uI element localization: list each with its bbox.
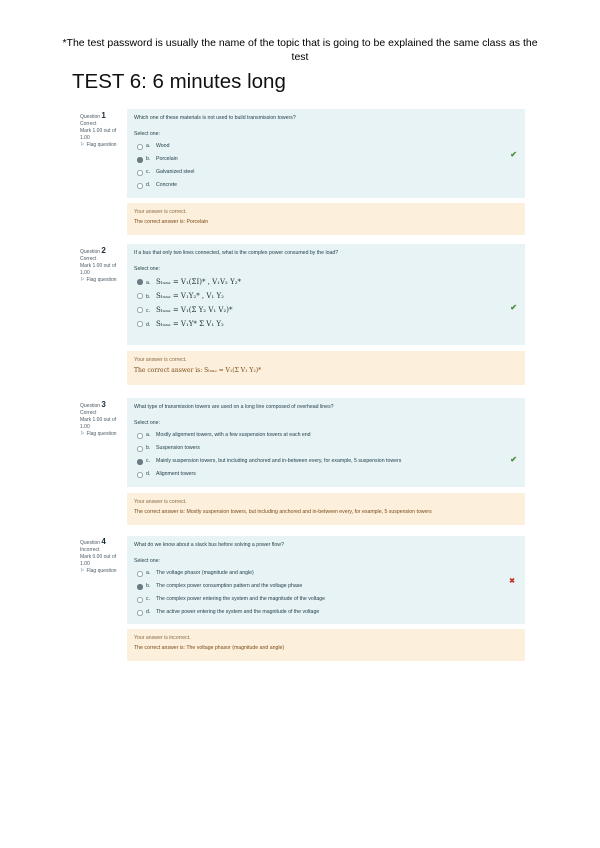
answer-option-d[interactable]: d. Alignment towers bbox=[134, 468, 518, 481]
radio-button[interactable] bbox=[137, 183, 143, 189]
question-info-3 bbox=[80, 401, 124, 438]
flag-question-link[interactable]: ⚐ Flag question bbox=[80, 142, 124, 149]
answer-option-a[interactable]: a. The voltage phasor (magnitude and angle) bbox=[134, 567, 518, 580]
question-card-2 bbox=[127, 244, 525, 345]
correct-answer-text: The correct answer is: Mostly suspension towers, but including anchored and in-between every, for example, 5 suspension towers bbox=[134, 509, 432, 515]
radio-button[interactable] bbox=[137, 446, 143, 452]
answer-option-c[interactable]: c. Galvanized steel bbox=[134, 166, 518, 179]
question-mark: Mark 1.00 out of 1.00 bbox=[80, 128, 117, 141]
question-number: Question 2 bbox=[80, 246, 106, 255]
correct-answer-text: The correct answer is: Sₗₒₐₔ = V₁(Σ V₁ Y₂)* bbox=[134, 367, 262, 374]
answer-option-d[interactable]: d. Concrete bbox=[134, 179, 518, 192]
flag-question-link[interactable]: ⚐ Flag question bbox=[80, 277, 124, 284]
feedback-box-1 bbox=[127, 203, 525, 235]
answer-option-b[interactable]: b. Suspension towers bbox=[134, 442, 518, 455]
correct-answer-text: The correct answer is: The voltage phasor (magnitude and angle) bbox=[134, 645, 285, 651]
radio-button[interactable] bbox=[137, 433, 143, 439]
password-note bbox=[0, 36, 600, 64]
answer-option-d[interactable]: d. Sₗₒₐₔ = V₁Y* Σ V₁ Y₂ bbox=[134, 317, 518, 331]
radio-button-selected[interactable] bbox=[137, 157, 143, 163]
question-text: Which one of these materials is not used to build transmission towers? bbox=[134, 115, 296, 121]
select-one-label: Select one: bbox=[134, 420, 160, 426]
check-icon: ✔ bbox=[510, 455, 517, 464]
password-note-line1: *The test password is usually the name of the topic that is going to be explained the same class as the bbox=[62, 37, 538, 49]
radio-button[interactable] bbox=[137, 307, 143, 313]
question-status: Correct bbox=[80, 410, 97, 416]
radio-button-selected[interactable] bbox=[137, 279, 143, 285]
cross-icon: ✖ bbox=[509, 578, 515, 585]
answer-option-c[interactable]: c. Sₗₒₐₔ = V₁(Σ Y₂ V₁ V₂)* bbox=[134, 303, 518, 317]
question-status: Correct bbox=[80, 256, 97, 262]
answer-option-c[interactable]: c. The complex power entering the system and the magnitude of the voltage bbox=[134, 593, 518, 606]
question-info-1 bbox=[80, 112, 124, 149]
feedback-title: Your answer is correct. bbox=[134, 499, 187, 505]
radio-button[interactable] bbox=[137, 472, 143, 478]
feedback-title: Your answer is correct. bbox=[134, 357, 187, 363]
feedback-box-4 bbox=[127, 629, 525, 661]
question-status: Incorrect bbox=[80, 547, 100, 553]
password-note-line2: test bbox=[291, 51, 309, 63]
question-text: What do we know about a slack bus before solving a power flow? bbox=[134, 542, 284, 548]
answer-option-b[interactable]: b. Porcelain bbox=[134, 153, 518, 166]
answer-option-a[interactable]: a. Sₗₒₐₔ = V₁(ΣI)* , V₁V₂ Y₂* bbox=[134, 275, 518, 289]
question-number: Question 4 bbox=[80, 537, 106, 546]
flag-question-link[interactable]: ⚐ Flag question bbox=[80, 568, 124, 575]
question-status: Correct bbox=[80, 121, 97, 127]
question-number: Question 1 bbox=[80, 111, 106, 120]
page-title: TEST 6: 6 minutes long bbox=[72, 70, 286, 93]
radio-button-selected[interactable] bbox=[137, 459, 143, 465]
question-mark: Mark 1.00 out of 1.00 bbox=[80, 417, 117, 430]
answer-option-a[interactable]: a. Mostly alignment towers, with a few suspension towers at each end bbox=[134, 429, 518, 442]
radio-button[interactable] bbox=[137, 144, 143, 150]
check-icon: ✔ bbox=[510, 150, 517, 159]
check-icon: ✔ bbox=[510, 303, 517, 312]
question-info-4 bbox=[80, 538, 124, 575]
radio-button[interactable] bbox=[137, 597, 143, 603]
correct-answer-text: The correct answer is: Porcelain bbox=[134, 219, 209, 225]
answer-option-a[interactable]: a. Wood bbox=[134, 140, 518, 153]
feedback-box-2 bbox=[127, 351, 525, 385]
select-one-label: Select one: bbox=[134, 131, 160, 137]
feedback-title: Your answer is correct. bbox=[134, 209, 187, 215]
answer-option-b[interactable]: b. The complex power consumption pattern and the voltage phase bbox=[134, 580, 518, 593]
select-one-label: Select one: bbox=[134, 266, 160, 272]
question-text: If a bus that only two lines connected, what is the complex power consumed by the load? bbox=[134, 250, 339, 256]
radio-button[interactable] bbox=[137, 610, 143, 616]
answer-option-d[interactable]: d. The active power entering the system and the magnitude of the voltage bbox=[134, 606, 518, 619]
radio-button[interactable] bbox=[137, 293, 143, 299]
answer-option-b[interactable]: b. Sₗₒₐₔ = V₁Y₂* , V₁ Y₂ bbox=[134, 289, 518, 303]
answer-option-c[interactable]: c. Mainly suspension towers, but including anchored and in-between every, for example, 5 suspension towers bbox=[134, 455, 518, 468]
question-mark: Mark 1.00 out of 1.00 bbox=[80, 263, 117, 276]
select-one-label: Select one: bbox=[134, 558, 160, 564]
question-number: Question 3 bbox=[80, 400, 106, 409]
radio-button[interactable] bbox=[137, 321, 143, 327]
question-card-1 bbox=[127, 109, 525, 198]
feedback-box-3 bbox=[127, 493, 525, 525]
radio-button[interactable] bbox=[137, 571, 143, 577]
question-info-2 bbox=[80, 247, 124, 284]
question-text: What type of transmission towers are used on a long line composed of overhead lines? bbox=[134, 404, 334, 410]
radio-button-selected[interactable] bbox=[137, 584, 143, 590]
question-card-3 bbox=[127, 398, 525, 487]
feedback-title: Your answer is incorrect. bbox=[134, 635, 191, 641]
flag-question-link[interactable]: ⚐ Flag question bbox=[80, 431, 124, 438]
radio-button[interactable] bbox=[137, 170, 143, 176]
question-mark: Mark 0.00 out of 1.00 bbox=[80, 554, 117, 567]
question-card-4 bbox=[127, 536, 525, 624]
